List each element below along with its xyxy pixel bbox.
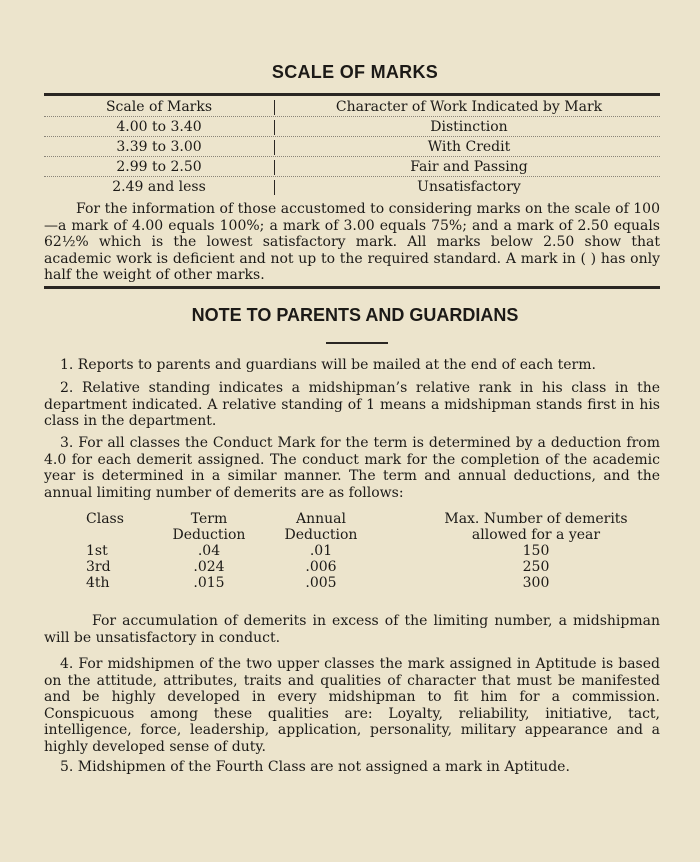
scale-character: Fair and Passing [410,159,528,175]
section-rule [44,286,660,289]
scale-table-row [44,137,660,157]
scale-character: With Credit [427,139,511,155]
note-title: NOTE TO PARENTS AND GUARDIANS [191,305,519,325]
note-item-2: 2. Relative standing indicates a midshipman’s relative rank in his class in the department indicated. A relative standing of 1 means a midshipman stands first in his class in the department. [44,380,660,429]
header-character: Character of Work Indicated by Mark [335,99,603,115]
annual-deduction-cell: .006 [305,559,337,575]
max-demerits-cell: 250 [522,559,550,575]
title-underline [326,342,388,344]
header-annual-deduction: Annual Deduction [284,511,358,543]
max-demerits-cell: 150 [522,543,550,559]
annual-deduction-cell: .005 [305,575,337,591]
demerit-table-header [86,511,666,543]
header-scale: Scale of Marks [105,99,213,115]
column-divider [274,120,275,135]
demerit-table [86,511,666,591]
note-item-3: 3. For all classes the Conduct Mark for the term is determined by a deduction from 4.0 for each demerit assigned. The conduct mark for the completion of the academic year is determined in a similar manner. The term and annual deductions, and the annual limiting number of demerits are as follows: [44,435,660,501]
column-divider [274,180,275,195]
scale-table-header [44,97,660,117]
annual-deduction-cell: .01 [309,543,333,559]
scale-table-row [44,157,660,177]
scale-of-marks-table [44,97,660,197]
scale-table-row [44,177,660,197]
class-cell: 3rd [86,559,111,575]
term-deduction-cell: .024 [193,559,225,575]
accumulation-note: For accumulation of demerits in excess of the limiting number, a midshipman will be unsatisfactory in conduct. [44,613,660,646]
class-cell: 1st [86,543,108,559]
scale-table-row [44,117,660,137]
table-top-rule [44,93,660,96]
scale-range: 3.39 to 3.00 [116,139,202,155]
header-max-demerits: Max. Number of demerits allowed for a year [444,511,628,543]
note-item-5: 5. Midshipmen of the Fourth Class are not assigned a mark in Aptitude. [60,759,570,775]
scale-range: 2.49 and less [112,179,206,195]
note-item-4: 4. For midshipmen of the two upper classes the mark assigned in Aptitude is based on the attitude, attributes, traits and qualities of character that must be manifested and be highly developed in every midshipman to fit him for a commission. Conspicuous among these qualities are: Loyalty, reliability, initiative, tact, intelligence, force, leadership, application, personality, military appearance and a highly developed sense of duty. [44,656,660,755]
header-class: Class [86,511,124,527]
term-deduction-cell: .015 [193,575,225,591]
max-demerits-cell: 300 [522,575,550,591]
column-divider [274,100,275,115]
term-deduction-cell: .04 [197,543,221,559]
scale-range: 4.00 to 3.40 [116,119,202,135]
column-divider [274,160,275,175]
scale-of-marks-title: SCALE OF MARKS [271,62,439,82]
scale-character: Unsatisfactory [417,179,521,195]
demerit-table-row [86,559,666,575]
column-divider [274,140,275,155]
scale-explanation: For the information of those accustomed to considering marks on the scale of 100—a mark of 4.00 equals 100%; a mark of 3.00 equals 75%; and a mark of 2.50 equals 62½% which is the lowest satisfactory mark. All marks below 2.50 show that academic work is deficient and not up to the required standard. A mark in ( ) has only half the weight of other marks. [44,201,660,283]
demerit-table-row [86,543,666,559]
header-term-deduction: Term Deduction [172,511,246,543]
scale-character: Distinction [430,119,508,135]
demerit-table-row [86,575,666,591]
scale-range: 2.99 to 2.50 [116,159,202,175]
note-item-1: 1. Reports to parents and guardians will be mailed at the end of each term. [60,357,596,373]
class-cell: 4th [86,575,110,591]
